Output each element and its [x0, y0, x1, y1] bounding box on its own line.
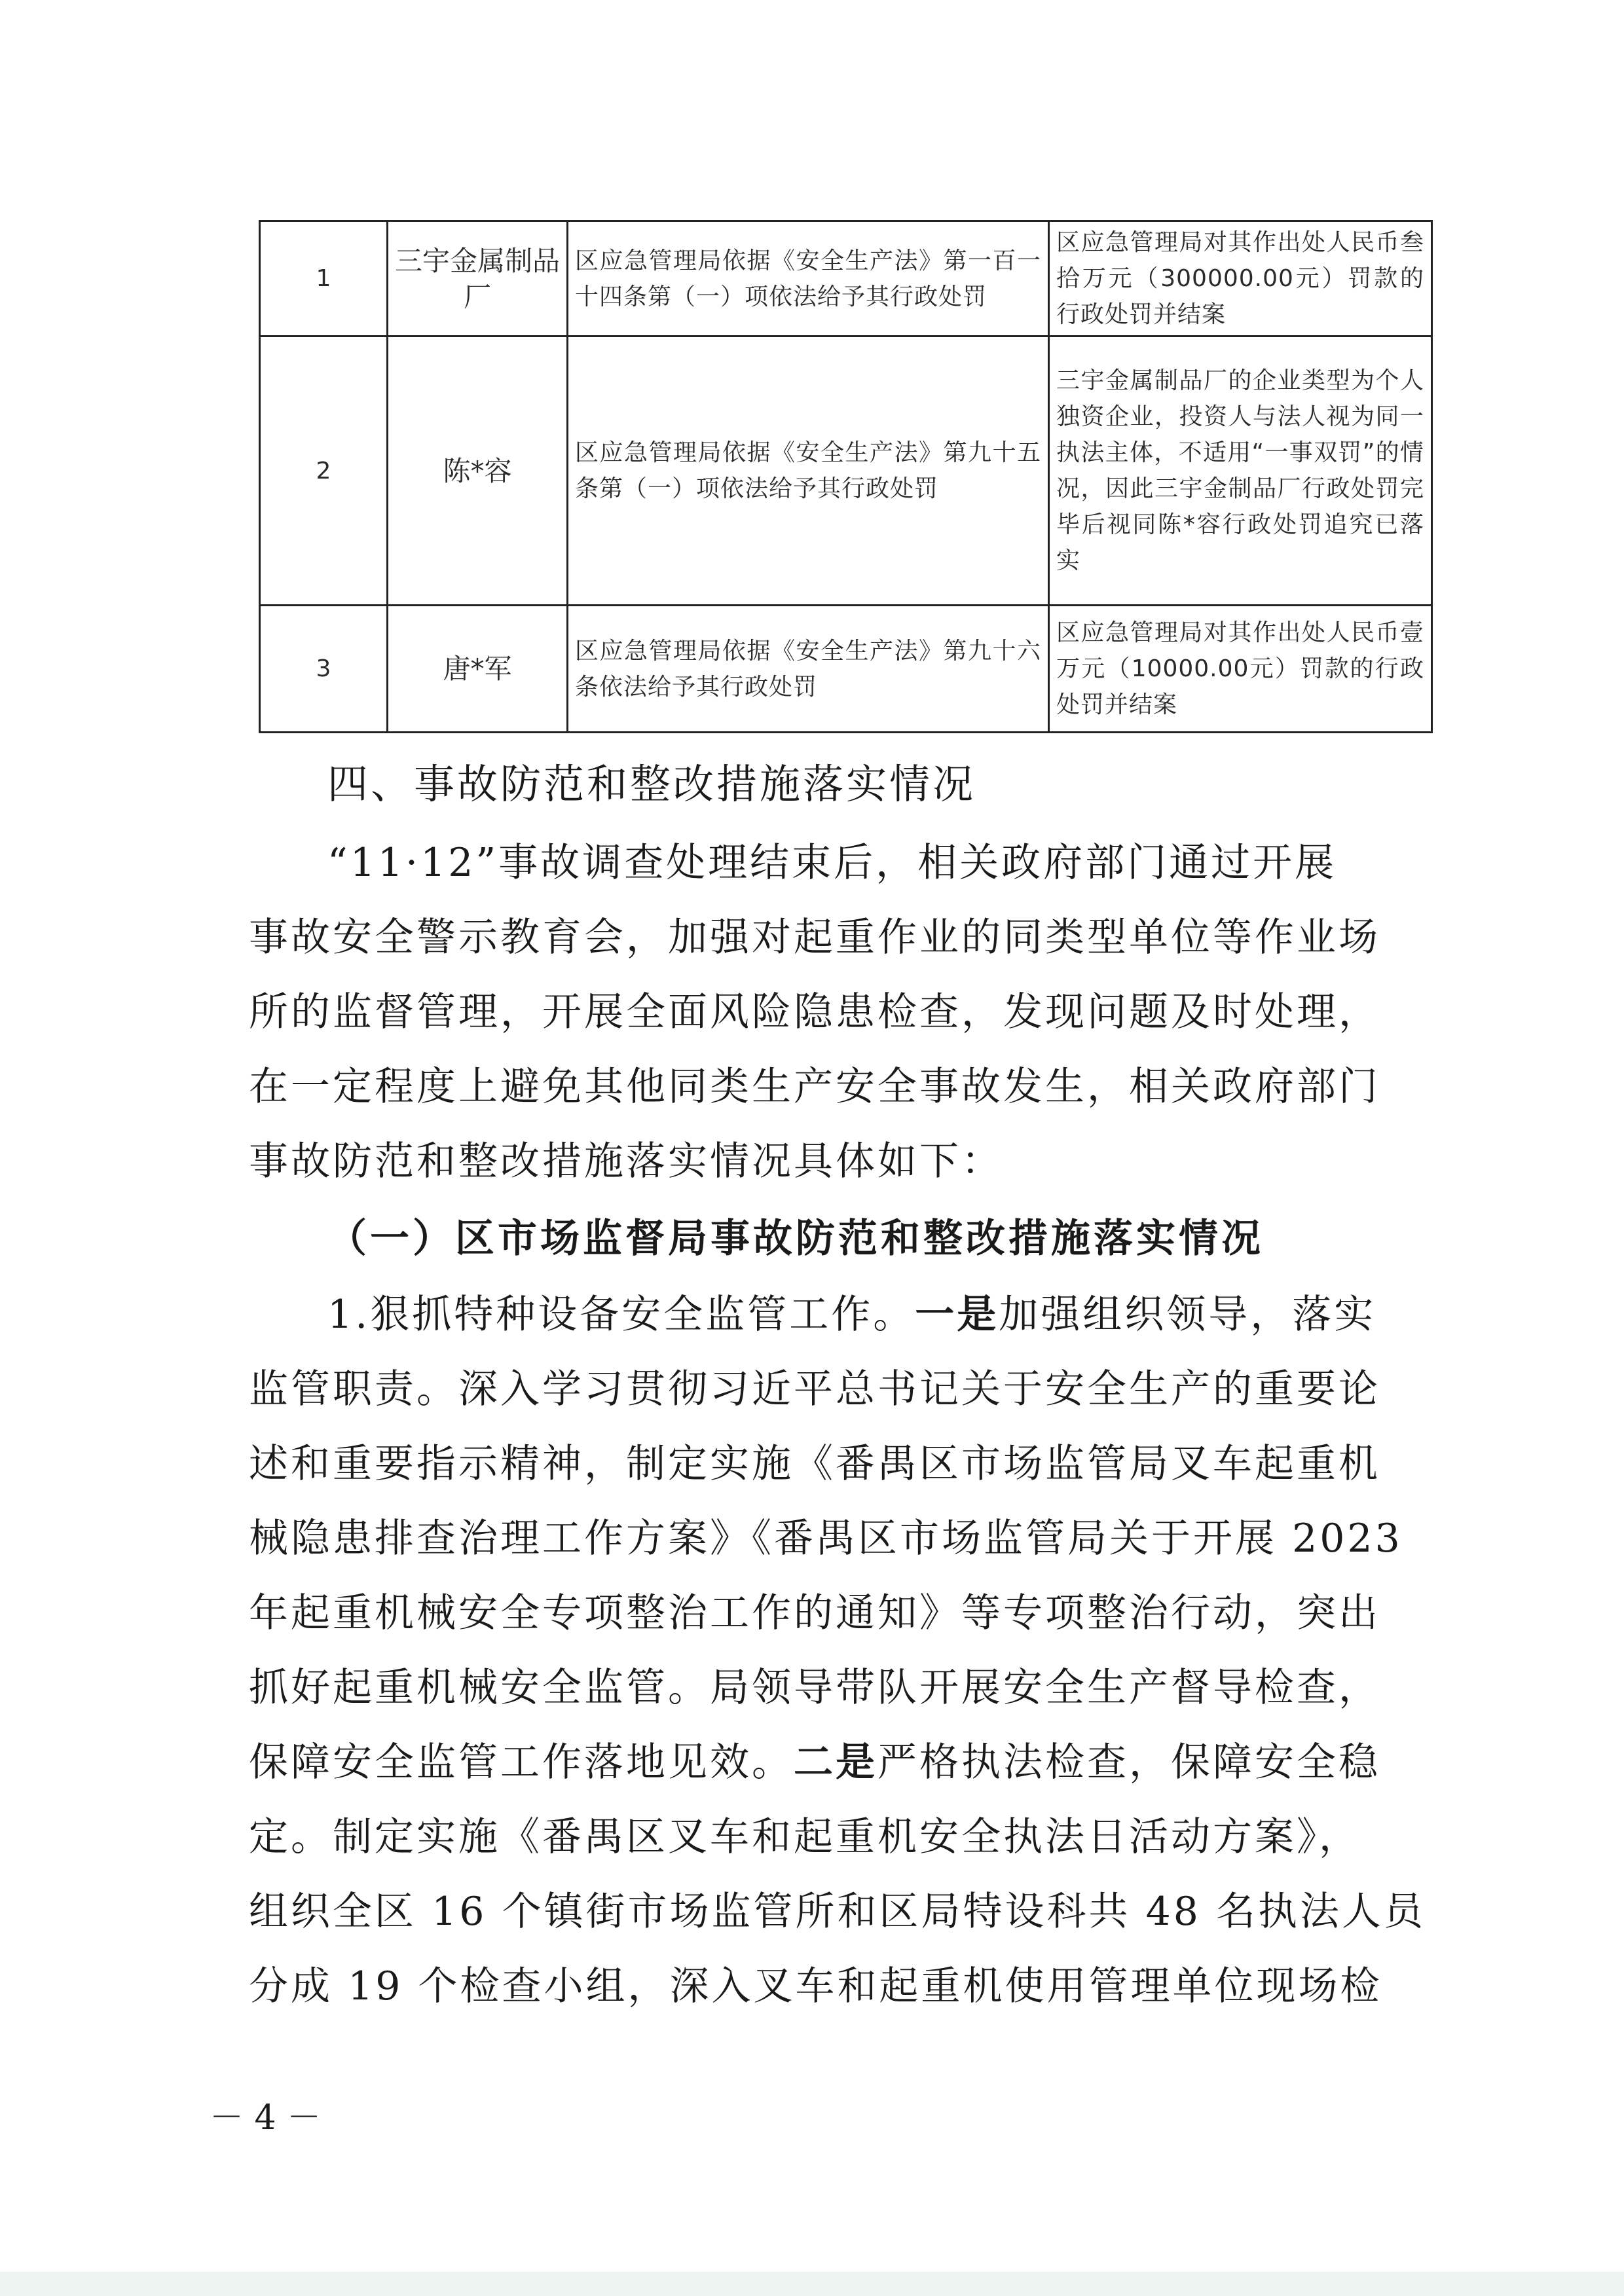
body-line — [327, 1288, 1506, 1341]
subsection-heading: （一）区市场监督局事故防范和整改措施落实情况 — [327, 1216, 1264, 1262]
penalty-result: 区应急管理局对其作出处人民币叁拾万元（300000.00元）罚款的行政处罚并结案 — [1049, 221, 1432, 337]
body-line: 抓好起重机械安全监管。局领导带队开展安全生产督导检查， — [249, 1665, 1380, 1711]
line-text: 保障安全监管工作落地见效。 — [249, 1740, 794, 1785]
row-number: 3 — [260, 606, 388, 733]
table-row — [260, 221, 1432, 337]
body-line: 定。制定实施《番禺区叉车和起重机安全执法日活动方案》， — [249, 1814, 1361, 1860]
body-line: 械隐患排查治理工作方案》《番禺区市场监管局关于开展 2023 — [249, 1516, 1403, 1561]
body-line: 述和重要指示精神，制定实施《番禺区市场监管局叉车起重机 — [249, 1441, 1380, 1487]
paragraph-line: 事故安全警示教育会，加强对起重作业的同类型单位等作业场 — [249, 915, 1380, 960]
table-row — [260, 606, 1432, 733]
table-row — [260, 337, 1432, 606]
penalty-result: 三宇金属制品厂的企业类型为个人独资企业，投资人与法人视为同一执法主体，不适用“一事双罚”的情况，因此三宇金制品厂行政处罚完毕后视同陈*容行政处罚追究已落实 — [1049, 337, 1432, 606]
paragraph-line: 在一定程度上避免其他同类生产安全事故发生，相关政府部门 — [249, 1064, 1380, 1110]
line-text: 严格执法检查，保障安全稳 — [877, 1740, 1380, 1785]
body-line: 组织全区 16 个镇街市场监管所和区局特设科共 48 名执法人员 — [249, 1889, 1426, 1935]
line-text: 加强组织领导，落实 — [999, 1292, 1376, 1338]
page-number: － 4 － — [210, 2098, 322, 2138]
penalty-basis: 区应急管理局依据《安全生产法》第九十五条第（一）项依法给予其行政处罚 — [568, 337, 1049, 606]
penalty-basis: 区应急管理局依据《安全生产法》第九十六条依法给予其行政处罚 — [568, 606, 1049, 733]
line-text: 1.狠抓特种设备安全监管工作。 — [327, 1292, 915, 1338]
party-name: 唐*军 — [388, 606, 568, 733]
paragraph-line: 所的监督管理，开展全面风险隐患检查，发现问题及时处理， — [249, 989, 1380, 1035]
emphasis-text: 一是 — [915, 1292, 999, 1338]
party-name: 三宇金属制品厂 — [388, 221, 568, 337]
paragraph-line: 事故防范和整改措施落实情况具体如下： — [249, 1139, 1003, 1184]
penalty-result: 区应急管理局对其作出处人民币壹万元（10000.00元）罚款的行政处罚并结案 — [1049, 606, 1432, 733]
penalty-basis: 区应急管理局依据《安全生产法》第一百一十四条第（一）项依法给予其行政处罚 — [568, 221, 1049, 337]
penalty-table — [259, 220, 1433, 733]
body-line: 分成 19 个检查小组，深入叉车和起重机使用管理单位现场检 — [249, 1963, 1382, 2009]
emphasis-text: 二是 — [794, 1740, 877, 1785]
party-name: 陈*容 — [388, 337, 568, 606]
row-number: 1 — [260, 221, 388, 337]
paragraph-line: “11·12”事故调查处理结束后，相关政府部门通过开展 — [327, 840, 1337, 886]
scan-edge-band — [0, 2272, 1624, 2296]
body-line: 年起重机械安全专项整治工作的通知》等专项整治行动，突出 — [249, 1590, 1380, 1636]
body-line — [249, 1736, 1428, 1789]
body-line: 监管职责。深入学习贯彻习近平总书记关于安全生产的重要论 — [249, 1366, 1380, 1412]
section-heading: 四、事故防范和整改措施落实情况 — [327, 760, 976, 808]
row-number: 2 — [260, 337, 388, 606]
